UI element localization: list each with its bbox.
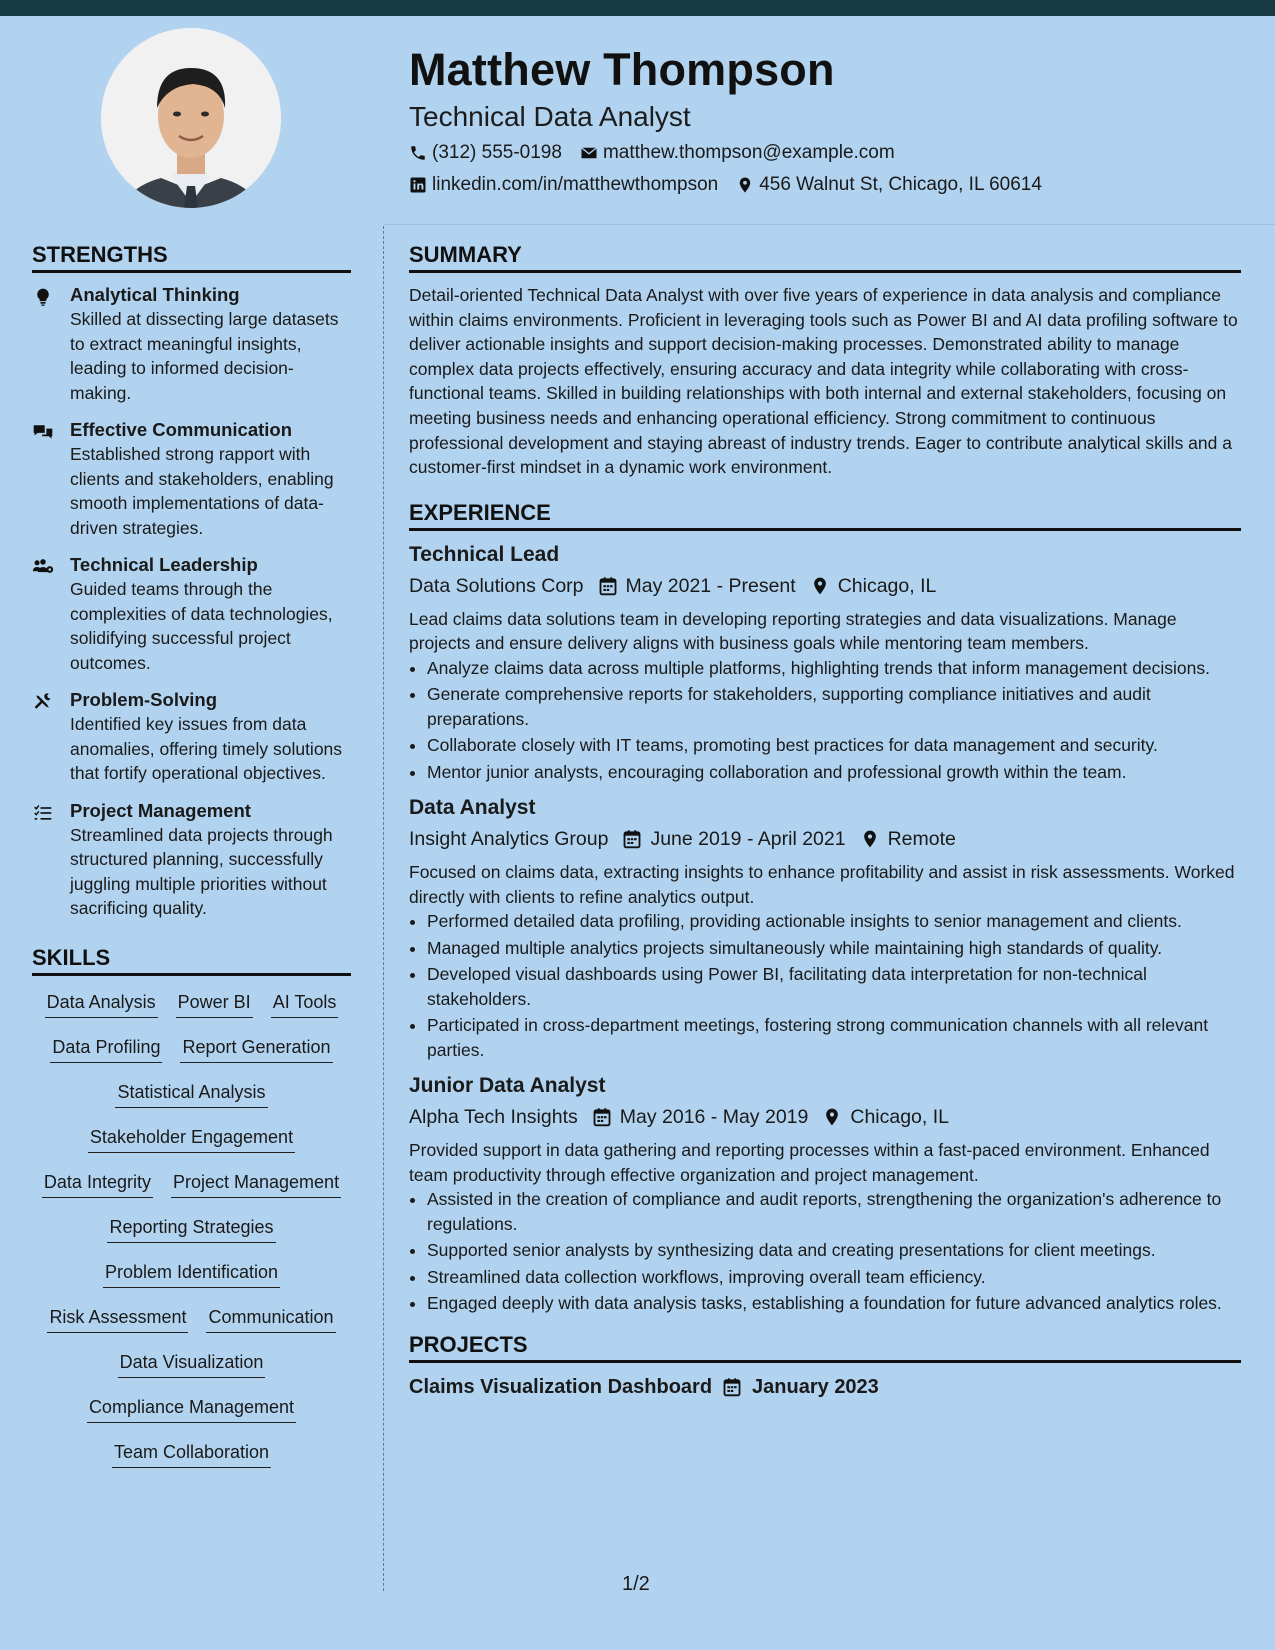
email-contact[interactable] <box>580 140 895 166</box>
contact-row-1 <box>409 140 1249 166</box>
strengths-heading: STRENGTHS <box>32 240 351 273</box>
location-pin-icon <box>736 176 754 194</box>
list-check-icon <box>32 799 70 921</box>
job-bullet: • Collaborate closely with IT teams, promoting best practices for data management and security. <box>427 733 1241 758</box>
profile-photo <box>101 28 281 208</box>
job-bullet: • Streamlined data collection workflows, improving overall team efficiency. <box>427 1265 1241 1290</box>
skill-row <box>32 1215 351 1260</box>
strength-description: Established strong rapport with clients and stakeholders, enabling smooth implementations of data-driven strategies. <box>70 444 334 538</box>
job-bullet: • Participated in cross-department meetings, fostering strong communication channels with all relevant parties. <box>427 1013 1241 1062</box>
candidate-title: Technical Data Analyst <box>409 101 691 132</box>
skill-chip: Problem Identification <box>103 1260 280 1288</box>
job-bullet: • Assisted in the creation of compliance and audit reports, strengthening the organization's adherence to regulations. <box>427 1187 1241 1236</box>
job-description: Lead claims data solutions team in developing reporting strategies and data visualizations. Manage projects and ensure delivery aligns with business goals while mentoring team members. <box>409 608 1177 654</box>
job-title: Data Analyst <box>409 796 536 820</box>
skill-chip: Data Analysis <box>45 990 158 1018</box>
strength-title: Analytical Thinking <box>70 284 240 305</box>
strength-title: Effective Communication <box>70 419 293 440</box>
strength-body <box>70 418 351 540</box>
summary-text: Detail-oriented Technical Data Analyst with over five years of experience in data analysis and compliance within claims environments. Proficient in leveraging tools such as Power BI and AI data profiling software to deliver actionable insights and support decision-making processes. Demonstrated ability to manage complex data projects effectively, ensuring accuracy and data integrity while collaborating with cross-functional teams. Skilled in building relationships with both internal and external stakeholders, focusing on meeting business needs and enhancing operational efficiency. Strong commitment to continuous professional development and staying abreast of industry trends. Eager to contribute analytical skills and a customer-first mindset in a dynamic work environment. <box>409 285 1238 478</box>
left-column <box>32 240 351 1485</box>
project-name: Claims Visualization Dashboard <box>409 1375 713 1398</box>
strength-title: Problem-Solving <box>70 689 217 710</box>
company-name: Alpha Tech Insights <box>409 1106 578 1129</box>
resume-header <box>409 40 1249 198</box>
job-bullet: • Analyze claims data across multiple platforms, highlighting trends that inform management decisions. <box>427 656 1241 681</box>
skills-list <box>32 990 351 1485</box>
location-pin-icon <box>860 829 880 849</box>
skill-chip: Reporting Strategies <box>107 1215 275 1243</box>
job-bullet: • Generate comprehensive reports for stakeholders, supporting compliance initiatives and audit preparations. <box>427 682 1241 731</box>
job-description: Provided support in data gathering and reporting processes within a fast-paced environment. Enhanced team productivity through effective organization and project management. <box>409 1140 1210 1185</box>
job-bullets <box>409 1187 1241 1316</box>
skill-chip: Project Management <box>171 1170 341 1198</box>
job-dates: June 2019 - April 2021 <box>650 828 846 851</box>
strength-description: Identified key issues from data anomalies, offering timely solutions that fortify operational objectives. <box>70 714 343 783</box>
location-pin-icon <box>810 576 830 596</box>
strength-description: Skilled at dissecting large datasets to extract meaningful insights, leading to informed decision-making. <box>70 309 339 403</box>
skill-chip: Statistical Analysis <box>115 1080 267 1108</box>
summary-heading: SUMMARY <box>409 240 1241 273</box>
right-column <box>409 240 1241 1401</box>
skill-row <box>32 1440 351 1485</box>
strength-description: Guided teams through the complexities of data technologies, solidifying successful project outcomes. <box>70 579 333 673</box>
job-location: Chicago, IL <box>850 1106 950 1129</box>
skill-row <box>32 1170 351 1215</box>
strength-item <box>32 283 351 405</box>
skill-chip: Compliance Management <box>87 1395 296 1423</box>
strength-body <box>70 799 351 921</box>
job-bullet: • Supported senior analysts by synthesizing data and creating presentations for client meetings. <box>427 1238 1241 1263</box>
skill-row <box>32 1260 351 1305</box>
skill-chip: AI Tools <box>271 990 339 1018</box>
skill-chip: Data Visualization <box>118 1350 266 1378</box>
users-gear-icon <box>32 553 70 675</box>
strength-item <box>32 418 351 540</box>
strength-description: Streamlined data projects through structured planning, successfully juggling multiple priorities without sacrificing quality. <box>70 824 333 918</box>
projects-heading: PROJECTS <box>409 1330 1241 1363</box>
job-meta <box>409 572 1241 600</box>
skill-row <box>32 1080 351 1125</box>
job-bullet: • Managed multiple analytics projects simultaneously while maintaining high standards of quality. <box>427 936 1241 961</box>
skill-row <box>32 1395 351 1440</box>
skill-chip: Power BI <box>176 990 253 1018</box>
job-location: Chicago, IL <box>837 574 937 597</box>
contact-row-2 <box>409 172 1249 198</box>
strength-item <box>32 553 351 675</box>
skill-row <box>32 1125 351 1170</box>
strength-title: Technical Leadership <box>70 554 258 575</box>
skill-chip: Report Generation <box>180 1035 332 1063</box>
skill-row <box>32 1305 351 1350</box>
address-text: 456 Walnut St, Chicago, IL 60614 <box>759 174 1042 195</box>
linkedin-text: linkedin.com/in/matthewthompson <box>432 174 719 195</box>
calendar-icon <box>622 829 642 849</box>
address-contact <box>736 172 1042 198</box>
calendar-icon <box>722 1377 742 1397</box>
experience-heading: EXPERIENCE <box>409 498 1241 531</box>
strength-item <box>32 799 351 921</box>
linkedin-icon <box>409 176 427 194</box>
job-bullets <box>409 909 1241 1062</box>
calendar-icon <box>592 1107 612 1127</box>
job-bullet: • Engaged deeply with data analysis tasks, establishing a foundation for future advanced analytics roles. <box>427 1291 1241 1316</box>
page-number: 1/2 <box>622 1573 650 1595</box>
strength-body <box>70 688 351 786</box>
skill-row <box>32 990 351 1035</box>
skill-chip: Stakeholder Engagement <box>88 1125 295 1153</box>
company-name: Insight Analytics Group <box>409 828 609 851</box>
job-location: Remote <box>887 828 956 851</box>
job-bullets <box>409 656 1241 785</box>
strengths-list <box>32 283 351 921</box>
project-entry <box>409 1373 1241 1401</box>
column-divider <box>383 226 384 1591</box>
skill-chip: Risk Assessment <box>47 1305 188 1333</box>
job-bullet: • Performed detailed data profiling, providing actionable insights to senior management and clients. <box>427 909 1241 934</box>
skill-chip: Communication <box>206 1305 335 1333</box>
phone-contact[interactable] <box>409 140 562 166</box>
job-dates: May 2021 - Present <box>625 574 796 597</box>
job-title: Technical Lead <box>409 542 560 566</box>
projects-list <box>409 1373 1241 1401</box>
skill-row <box>32 1035 351 1080</box>
strength-item <box>32 688 351 786</box>
job-description: Focused on claims data, extracting insights to enhance profitability and assist in risk assessments. Worked directly with clients to refine analytics output. <box>409 862 1235 907</box>
header-divider <box>384 224 1275 225</box>
skill-chip: Team Collaboration <box>112 1440 271 1468</box>
skills-heading: SKILLS <box>32 943 351 976</box>
top-accent-bar <box>0 0 1275 16</box>
strength-body <box>70 553 351 675</box>
calendar-icon <box>598 576 618 596</box>
tools-icon <box>32 688 70 786</box>
job-meta <box>409 1103 1241 1131</box>
job-entry <box>409 1072 1241 1316</box>
candidate-name: Matthew Thompson <box>409 44 835 95</box>
job-entry <box>409 541 1241 785</box>
job-entry <box>409 794 1241 1062</box>
email-text: matthew.thompson@example.com <box>602 142 895 163</box>
linkedin-contact[interactable] <box>409 172 718 198</box>
job-dates: May 2016 - May 2019 <box>619 1106 809 1129</box>
envelope-icon <box>580 144 598 162</box>
job-title: Junior Data Analyst <box>409 1074 606 1098</box>
strength-body <box>70 283 351 405</box>
company-name: Data Solutions Corp <box>409 574 584 597</box>
phone-icon <box>409 144 427 162</box>
strength-title: Project Management <box>70 799 251 821</box>
job-meta <box>409 825 1241 853</box>
job-bullet: • Mentor junior analysts, encouraging collaboration and professional growth within the team. <box>427 760 1241 785</box>
skill-row <box>32 1350 351 1395</box>
location-pin-icon <box>822 1107 842 1127</box>
skill-chip: Data Integrity <box>42 1170 153 1198</box>
skill-chip: Data Profiling <box>50 1035 162 1063</box>
phone-text: (312) 555-0198 <box>432 142 562 163</box>
lightbulb-icon <box>32 283 70 405</box>
comments-icon <box>32 418 70 540</box>
project-date: January 2023 <box>752 1375 879 1398</box>
job-bullet: • Developed visual dashboards using Power BI, facilitating data interpretation for non-technical stakeholders. <box>427 962 1241 1011</box>
experience-list <box>409 541 1241 1316</box>
